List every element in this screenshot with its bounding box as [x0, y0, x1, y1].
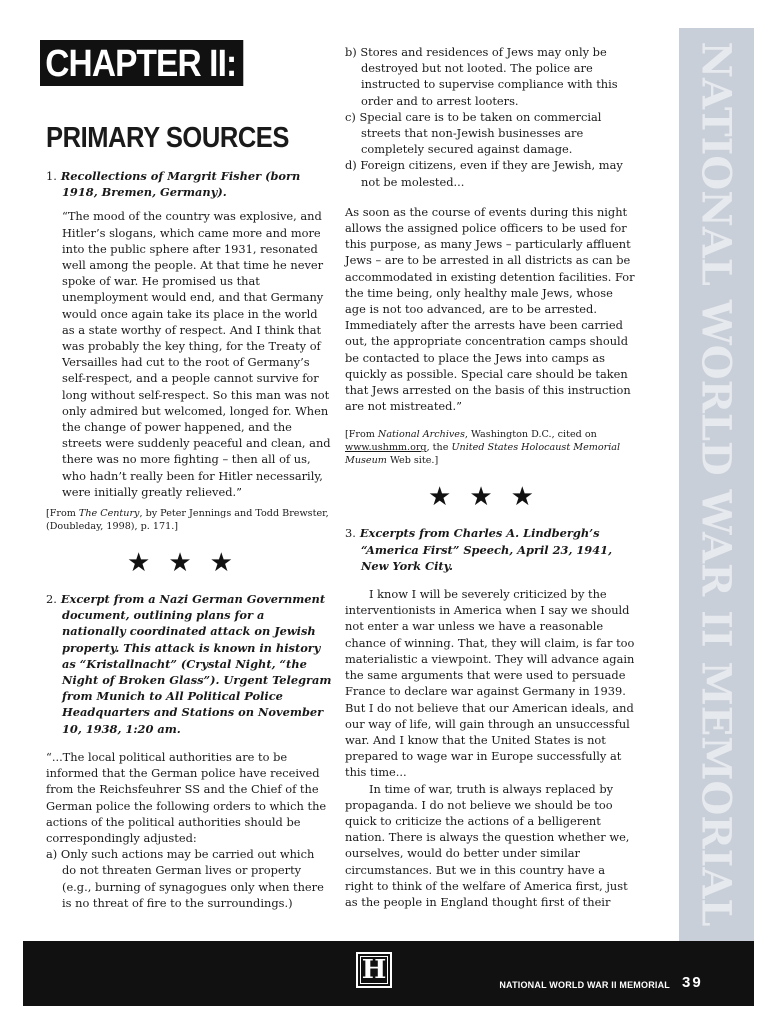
source-2-citation: [From National Archives, Washington D.C., cited on www.ushmm.org, the United States Holocaust Memorial Museum Web site.]: [345, 429, 621, 467]
star-icon: ★: [127, 548, 169, 579]
source-2-continuation: As soon as the course of events during this night allows the assigned police officers to be used for this purpose, as many Jews – particularly affluent Jews – are to be arrested in all districts as can be accommodated in existing detention facilities. For the time being, only healthy male Jews, whose age is not too advanced, are to be arrested. Immediately after the arrests have been carried out, the appropriate concentration camps should be contacted to place the Jews into camps as quickly as possible. Special care should be taken that Jews arrested on the basis of this instruction are not mistreated.”: [345, 204, 635, 414]
footer-label: NATIONAL WORLD WAR II MEMORIAL: [499, 980, 670, 990]
list-item: a) Only such actions may be carried out which do not threaten German lives or property (e.g., burning of synagogues only when there is no threat of fire to the surroundings.): [46, 847, 324, 910]
chapter-title: CHAPTER II:: [40, 40, 243, 86]
source-1-citation: [From The Century, by Peter Jennings and Todd Brewster, (Doubleday, 1998), p. 171.]: [46, 508, 329, 533]
star-divider-2: [345, 483, 635, 511]
star-icon: ★: [209, 548, 251, 579]
source-1-heading: [46, 168, 332, 200]
star-icon: ★: [469, 482, 511, 513]
section-title: PRIMARY SOURCES: [46, 122, 289, 154]
source-1-heading-text: Recollections of Margrit Fisher (born 1918, Bremen, Germany).: [60, 169, 301, 200]
source-2-heading-text: Excerpt from a Nazi German Government document, outlining plans for a nationally coordinated attack on Jewish property. This attack is known in history as “Kristallnacht” (Crystal Night, “the Night of Broken Glass”). Urgent Telegram from Munich to All Political Police Headquarters and Stations on November 10, 1938, 1:20 am.: [60, 592, 332, 736]
source-3-paragraph-1: I know I will be severely criticized by the interventionists in America when I say we should not enter a war unless we have a reasonable chance of winning. That, they will claim, is far too materialistic a viewpoint. They will advance again the same arguments that were used to persuade France to declare war against Germany in 1939. But I do not believe that our American ideals, and our way of life, will gain through an unsuccessful war. And I know that the United States is not prepared to wage war in Europe successfully at this time...: [345, 587, 635, 780]
source-3-paragraph-2: In time of war, truth is always replaced by propaganda. I do not believe we should be too quick to criticize the actions of a belligerent nation. There is always the question whether we, ourselves, would do better under similar circumstances. But we in this country have a right to think of the welfare of America first, just as the people in England thought first of their: [345, 781, 630, 909]
right-column: [345, 44, 635, 910]
source-3-number: 3.: [345, 526, 356, 541]
star-icon: ★: [428, 482, 470, 513]
list-item: c) Special care is to be taken on commercial streets that non-Jewish businesses are completely secured against damage.: [345, 109, 602, 157]
source-2-number: 2.: [46, 592, 57, 607]
page-number: 39: [682, 974, 703, 991]
sidebar-title: NATIONAL WORLD WAR II MEMORIAL: [692, 41, 740, 927]
left-column: [46, 40, 332, 911]
list-item: b) Stores and residences of Jews may only be destroyed but not looted. The police are instructed to supervise compliance with this order and to arrest looters.: [345, 45, 618, 108]
citation-link[interactable]: www.ushmm.org: [345, 442, 427, 454]
star-divider-1: [46, 549, 332, 577]
source-1-quote: “The mood of the country was explosive, and Hitler’s slogans, which came more and more into the public sphere after 1931, resonated well among the people. At that time he never spoke of war. He promised us that unemployment would end, and that Germany would once again take its place in the world as a state worthy of respect. And I think that was probably the key thing, for the Treaty of Versailles had cut to the root of Germany’s self-respect, and a people cannot survive for long without self-respect. So this man was not only admired but welcomed, longed for. When the change of power happened, and the streets were suddenly peaceful and clean, and there was no more fighting – then all of us, who hadn’t really been for Hitler necessarily, were initially greatly relieved.”: [62, 209, 331, 499]
source-3-heading-text: Excerpts from Charles A. Lindbergh’s “America First” Speech, April 23, 1941, New York City.: [359, 526, 613, 573]
source-2-heading: [46, 591, 332, 737]
list-item: d) Foreign citizens, even if they are Jewish, may not be molested...: [345, 158, 623, 189]
star-icon: ★: [510, 482, 552, 513]
source-2-intro: “...The local political authorities are to be informed that the German police have received from the Reichsfeuhrer SS and the Chief of the German police the following orders to which the actions of the political authorities should be correspondingly adjusted:: [46, 749, 327, 845]
source-1-number: 1.: [46, 169, 57, 183]
history-logo-icon: H: [356, 952, 392, 988]
source-3-heading: [345, 525, 635, 574]
star-icon: ★: [168, 548, 210, 579]
